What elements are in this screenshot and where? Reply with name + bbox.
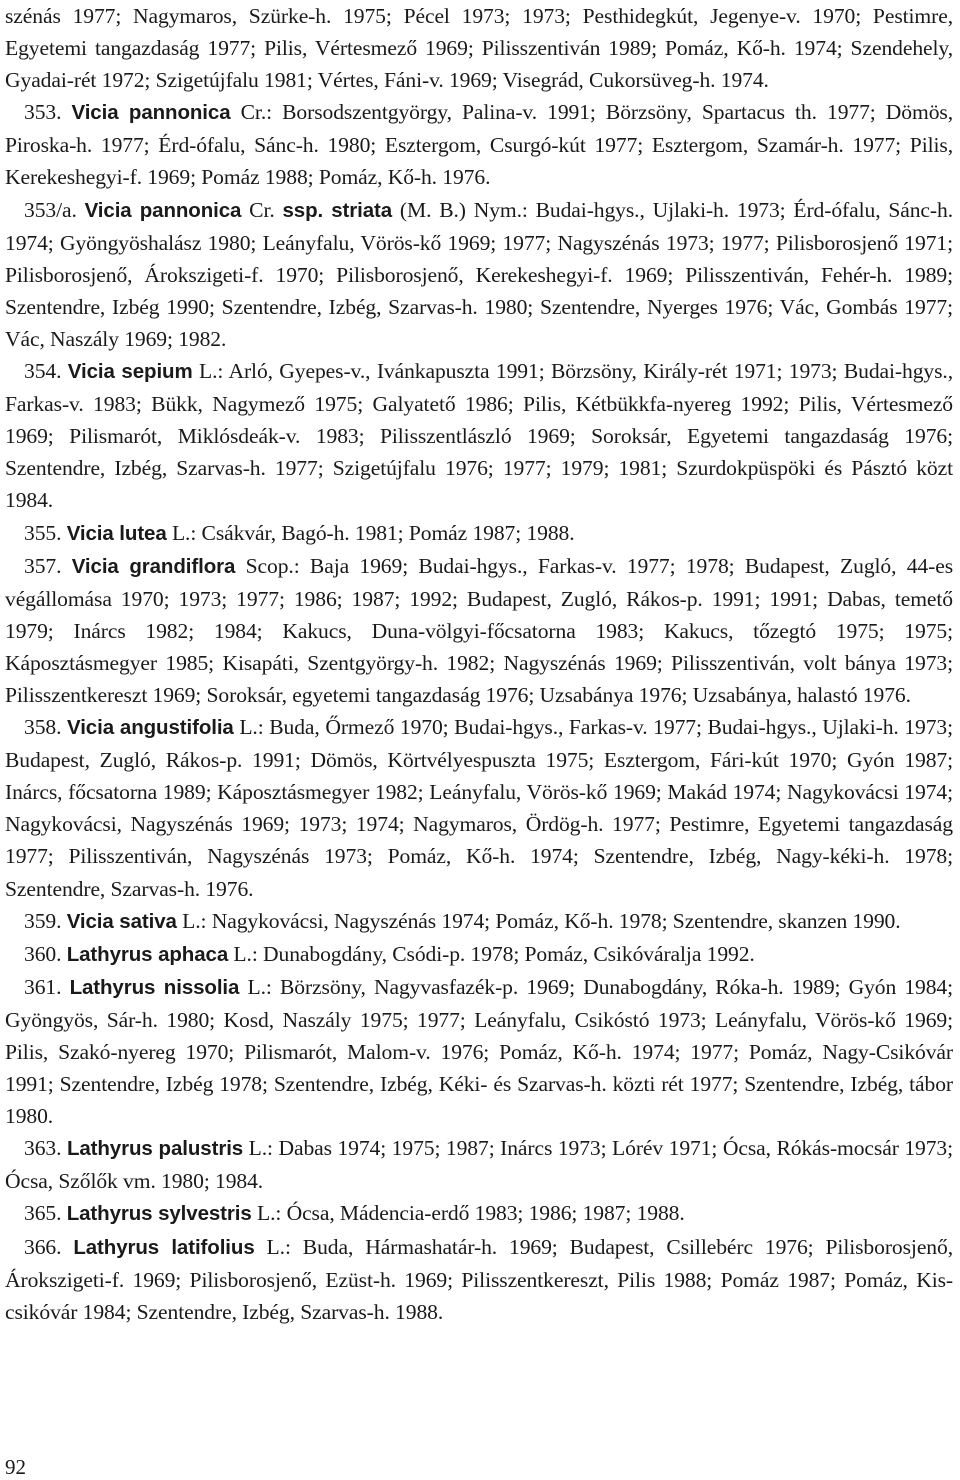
locality-list: : Nagykovácsi, Nagyszénás 1974; Pomáz, Kő-h. 1978; Szentendre, skanzen 1990. — [200, 908, 901, 933]
page-number: 92 — [5, 1455, 26, 1479]
species-name: Lathyrus sylvestris — [66, 1202, 252, 1226]
species-entry-366 — [5, 1231, 953, 1328]
entry-number: 361. — [24, 974, 62, 999]
species-author: L. — [254, 1234, 285, 1259]
species-name: Lathyrus aphaca — [66, 942, 229, 966]
species-name: Vicia sepium — [67, 360, 193, 384]
species-author: L. — [166, 520, 191, 545]
locality-list: : Budai-hgys., Ujlaki-h. 1973; Érd-ófalu, Sánc-h. 1974; Gyöngyöshalász 1980; Leányfalu, Vörös-kő 1969; 1977; Nagyszénás 1973; 1977; Pilisborosjenő 1971; Pilisborosjenő, Árokszigeti-f. 1970; Pilisborosjenő, Kerekeshegyi-f. 1969; Pilisszentiván, Fehér-h. 1989; Szentendre, Izbég 1990; Szentendre, Izbég, Szarvas-h. 1980; Szentendre, Nyerges 1976; Vác, Gombás 1977; Vác, Naszály 1969; 1982. — [5, 197, 953, 351]
species-name: Vicia angustifolia — [67, 716, 234, 740]
species-author: L. — [233, 715, 258, 740]
entry-number: 353/a. — [24, 197, 77, 222]
species-entry-353a — [5, 194, 953, 355]
species-author: Cr. — [241, 197, 283, 222]
subspecies-author: (M. B.) Nym. — [392, 197, 522, 222]
subspecies-label: ssp. — [282, 198, 324, 222]
species-author: L. — [239, 974, 266, 999]
species-entry-365 — [5, 1197, 953, 1230]
species-name: Vicia pannonica — [84, 198, 242, 222]
subspecies-name: striata — [323, 198, 393, 222]
species-author: L. — [243, 1136, 268, 1161]
species-author: L. — [176, 908, 201, 933]
document-body — [5, 0, 953, 1328]
species-entry-354 — [5, 355, 953, 516]
species-name: Vicia grandiflora — [71, 554, 236, 578]
entry-number: 363. — [24, 1136, 62, 1161]
species-name: Vicia lutea — [66, 521, 167, 545]
species-name: Lathyrus palustris — [66, 1137, 244, 1161]
entry-number: 354. — [24, 359, 62, 384]
species-entry-358 — [5, 711, 953, 905]
species-author: L. — [251, 1201, 276, 1226]
entry-number: 360. — [24, 941, 62, 966]
species-entry-361 — [5, 971, 953, 1132]
species-entry-360 — [5, 938, 953, 971]
locality-list: : Buda, Hármashatár-h. 1969; Budapest, Csillebérc 1976; Pilisborosjenő, Árokszigeti-f. 1969; Pilisborosjenő, Ezüst-h. 1969; Pilisszentkereszt, Pilis 1988; Pomáz 1987; Pomáz, Kis-csikóvár 1984; Szentendre, Izbég, Szarvas-h. 1988. — [5, 1234, 953, 1324]
entry-number: 365. — [24, 1201, 62, 1226]
species-name: Lathyrus nissolia — [69, 975, 240, 999]
locality-list: : Dunabogdány, Csódi-p. 1978; Pomáz, Csikóváralja 1992. — [251, 941, 755, 966]
species-entry-353 — [5, 96, 953, 193]
locality-list: : Csákvár, Bagó-h. 1981; Pomáz 1987; 1988. — [190, 520, 575, 545]
locality-list: : Baja 1969; Budai-hgys., Farkas-v. 1977; 1978; Budapest, Zugló, 44-es végállomása 1970; 1973; 1977; 1986; 1987; 1992; Budapest, Zugló, Rákos-p. 1991; 1991; Dabas, temető 1979; Inárcs 1982; 1984; Kakucs, Duna-völgyi-főcsatorna 1983; Kakucs, tőzegtó 1975; 1975; Káposztásmegyer 1985; Kisapáti, Szentgyörgy-h. 1982; Nagyszénás 1969; Pilisszentiván, volt bánya 1973; Pilisszentkereszt 1969; Soroksár, egyetemi tangazdaság 1976; Uzsabánya 1976; Uzsabánya, halastó 1976. — [5, 553, 953, 707]
species-entry-357 — [5, 550, 953, 711]
species-entry-363 — [5, 1132, 953, 1197]
locality-list: : Dabas 1974; 1975; 1987; Inárcs 1973; Lórév 1971; Ócsa, Rókás-mocsár 1973; Ócsa, Szőlők vm. 1980; 1984. — [5, 1136, 954, 1194]
species-author: Scop. — [235, 553, 294, 578]
locality-list: : Arló, Gyepes-v., Ivánkapuszta 1991; Börzsöny, Király-rét 1971; 1973; Budai-hgys., Farkas-v. 1983; Bükk, Nagymező 1975; Galyatető 1986; Pilis, Kétbükkfa-nyereg 1992; Pilis, Vértesmező 1969; Pilismarót, Miklósdeák-v. 1983; Pilisszentlászló 1969; Soroksár, Egyetemi tangazdaság 1976; Szentendre, Izbég, Szarvas-h. 1977; Szigetújfalu 1976; 1977; 1979; 1981; Szurdokpüspöki és Pásztó közt 1984. — [5, 359, 953, 513]
entry-number: 358. — [24, 715, 62, 740]
continuation-paragraph: szénás 1977; Nagymaros, Szürke-h. 1975; Pécel 1973; 1973; Pesthidegkút, Jegenye-v. 1970; Pestimre, Egyetemi tangazdaság 1977; Pilis, Vértesmező 1969; Pilisszentiván 1989; Pomáz, Kő-h. 1974; Szendehely, Gyadai-rét 1972; Szigetújfalu 1981; Vértes, Fáni-v. 1969; Visegrád, Cukorsüveg-h. 1974. — [5, 4, 953, 93]
locality-list: : Börzsöny, Nagyvasfazék-p. 1969; Dunabogdány, Róka-h. 1989; Gyón 1984; Gyöngyös, Sár-h. 1980; Kosd, Naszály 1975; 1977; Leányfalu, Csikóstó 1973; Leányfalu, Vörös-kő 1969; Pilis, Szakó-nyereg 1970; Pilismarót, Malom-v. 1976; Pomáz, Kő-h. 1974; 1977; Pomáz, Nagy-Csikóvár 1991; Szentendre, Izbég 1978; Szentendre, Izbég, Kéki- és Szarvas-h. közti rét 1977; Szentendre, Izbég, tábor 1980. — [5, 974, 954, 1129]
species-name: Lathyrus latifolius — [73, 1235, 255, 1259]
species-author: L. — [228, 941, 252, 966]
entry-number: 359. — [24, 908, 62, 933]
entry-number: 366. — [24, 1234, 62, 1259]
locality-list: : Buda, Őrmező 1970; Budai-hgys., Farkas-v. 1977; Budai-hgys., Ujlaki-h. 1973; Budapest, Zugló, Rákos-p. 1991; Dömös, Körtvélyespuszta 1975; Esztergom, Fári-kút 1970; Gyón 1987; Inárcs, főcsatorna 1989; Káposztásmegyer 1982; Leányfalu, Vörös-kő 1969; Makád 1974; Nagykovácsi 1974; Nagykovácsi, Nagyszénás 1969; 1973; 1974; Nagymaros, Ördög-h. 1977; Pestimre, Egyetemi tangazdaság 1977; Pilisszentiván, Nagyszénás 1973; Pomáz, Kő-h. 1974; Szentendre, Izbég, Nagy-kéki-h. 1978; Szentendre, Szarvas-h. 1976. — [5, 715, 953, 901]
locality-list: : Ócsa, Mádencia-erdő 1983; 1986; 1987; 1988. — [275, 1201, 685, 1226]
species-author: Cr. — [230, 100, 267, 125]
species-entry-355 — [5, 517, 953, 550]
species-name: Vicia sativa — [66, 909, 177, 933]
species-name: Vicia pannonica — [71, 101, 231, 125]
entry-number: 355. — [24, 520, 62, 545]
locality-list: : Borsodszentgyörgy, Palina-v. 1991; Börzsöny, Spartacus th. 1977; Dömös, Piroska-h. 1977; Érd-ófalu, Sánc-h. 1980; Esztergom, Csurgó-kút 1977; Esztergom, Szamár-h. 1977; Pilis, Kerekeshegyi-f. 1969; Pomáz 1988; Pomáz, Kő-h. 1976. — [5, 100, 953, 190]
species-author: L. — [192, 359, 218, 384]
entry-number: 353. — [24, 100, 62, 125]
entry-number: 357. — [24, 553, 62, 578]
species-entry-359 — [5, 905, 953, 938]
